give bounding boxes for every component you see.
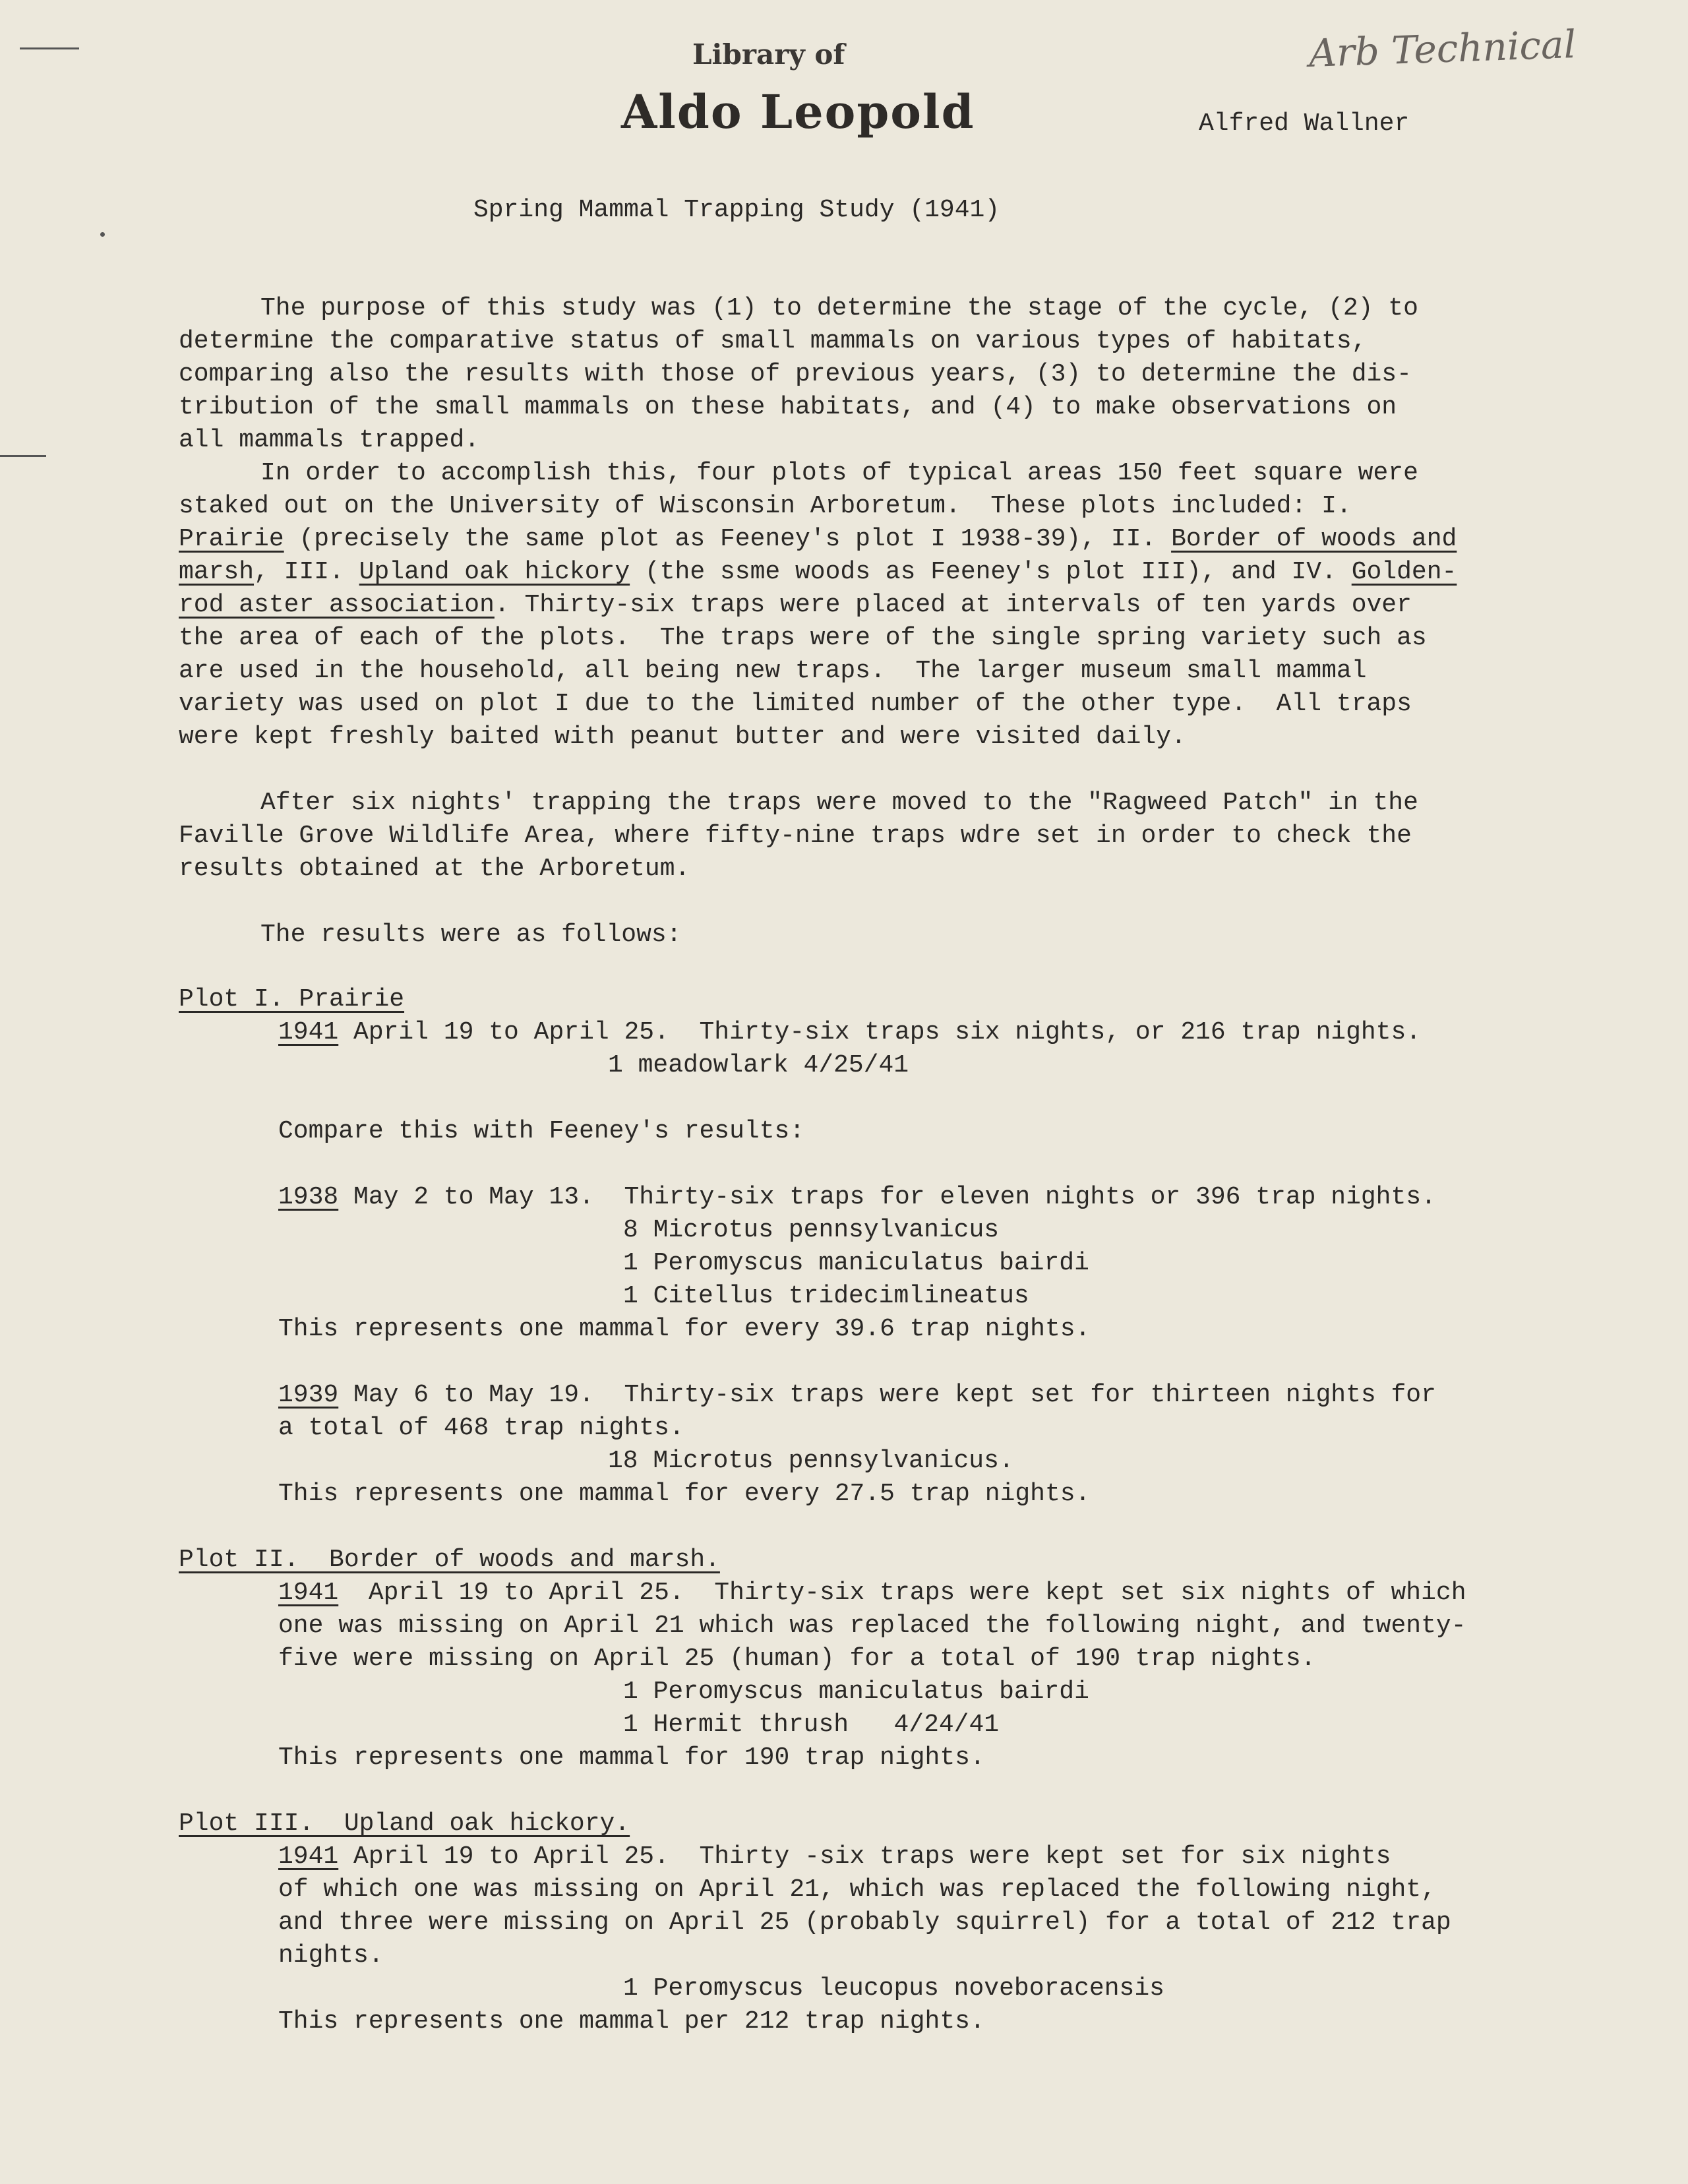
plot2-heading: Plot II. Border of woods and marsh. (179, 1546, 720, 1574)
body-text: May 6 to May 19. Thirty-six traps were kept set for thirteen nights for (338, 1381, 1436, 1409)
catch-line: 1 Peromyscus maniculatus bairdi (623, 1678, 1089, 1706)
body-line (179, 556, 1457, 589)
plot2-1941-line (278, 1577, 1466, 1610)
underlined-term: Prairie (179, 525, 284, 553)
library-stamp-name: Aldo Leopold (621, 84, 975, 139)
body-line: In order to accomplish this, four plots of typical areas 150 feet square were (260, 459, 1418, 487)
body-line: tribution of the small mammals on these habitats, and (4) to make observations on (179, 393, 1397, 421)
plot1-1938-line (278, 1181, 1436, 1214)
margin-dot (100, 232, 105, 237)
body-line: of which one was missing on April 21, which was replaced the following night, (278, 1875, 1436, 1904)
plot1-1939-line (278, 1379, 1436, 1412)
catch-line: 1 meadowlark 4/25/41 (608, 1051, 909, 1079)
body-line: one was missing on April 21 which was replaced the following night, and twenty- (278, 1612, 1466, 1640)
library-stamp-line1: Library of (692, 38, 845, 71)
body-text: (precisely the same plot as Feeney's plot I 1938-39), II. (284, 525, 1172, 553)
plot3-1941-line (278, 1840, 1391, 1873)
catch-line: 1 Peromyscus maniculatus bairdi (623, 1249, 1089, 1277)
body-text: April 19 to April 25. Thirty-six traps were kept set six nights of which (338, 1579, 1466, 1607)
catch-line: 1 Peromyscus leucopus noveboracensis (623, 1974, 1164, 2003)
plot3-heading: Plot III. Upland oak hickory. (179, 1809, 630, 1838)
underlined-term: marsh (179, 558, 255, 586)
summary-line: This represents one mammal for every 27.5 trap nights. (278, 1480, 1091, 1508)
body-text: May 2 to May 13. Thirty-six traps for eleven nights or 396 trap nights. (338, 1183, 1436, 1211)
plot1-heading: Plot I. Prairie (179, 985, 405, 1014)
catch-line: 8 Microtus pennsylvanicus (623, 1216, 1000, 1244)
body-line: results obtained at the Arboretum. (179, 855, 690, 883)
body-line: were kept freshly baited with peanut butter and were visited daily. (179, 723, 1186, 751)
body-line (179, 589, 1412, 622)
summary-line: This represents one mammal for every 39.6 trap nights. (278, 1315, 1091, 1343)
body-line: The purpose of this study was (1) to determine the stage of the cycle, (2) to (260, 294, 1418, 322)
plot1-1941-line (278, 1016, 1421, 1049)
underlined-term: Border of woods and (1171, 525, 1457, 553)
results-intro: The results were as follows: (260, 921, 682, 949)
body-line: Faville Grove Wildlife Area, where fifty-nine traps wdre set in order to check the (179, 822, 1412, 850)
body-line: comparing also the results with those of previous years, (3) to determine the dis- (179, 360, 1412, 388)
summary-line: This represents one mammal per 212 trap nights. (278, 2007, 985, 2036)
year-label: 1939 (278, 1381, 339, 1409)
body-text: . Thirty-six traps were placed at intervals of ten yards over (494, 591, 1412, 619)
year-label: 1941 (278, 1018, 339, 1046)
year-label: 1938 (278, 1183, 339, 1211)
body-line: a total of 468 trap nights. (278, 1414, 684, 1442)
body-line (179, 523, 1457, 556)
year-label: 1941 (278, 1842, 339, 1871)
underlined-term: rod aster association (179, 591, 495, 619)
body-line: the area of each of the plots. The traps were of the single spring variety such as (179, 624, 1427, 652)
summary-line: This represents one mammal for 190 trap nights. (278, 1744, 985, 1772)
underlined-term: Upland oak hickory (359, 558, 630, 586)
body-text: (the ssme woods as Feeney's plot III), and IV. (630, 558, 1352, 586)
catch-line: 1 Hermit thrush 4/24/41 (623, 1711, 1000, 1739)
body-line: variety was used on plot I due to the limited number of the other type. All traps (179, 690, 1412, 718)
year-label: 1941 (278, 1579, 339, 1607)
handwritten-note: Arb Technical (1308, 21, 1577, 76)
document-title: Spring Mammal Trapping Study (1941) (473, 196, 1000, 224)
body-text: April 19 to April 25. Thirty -six traps were kept set for six nights (338, 1842, 1391, 1871)
body-line: and three were missing on April 25 (probably squirrel) for a total of 212 trap (278, 1908, 1451, 1937)
body-line: determine the comparative status of small mammals on various types of habitats, (179, 327, 1367, 355)
body-text: , III. (254, 558, 359, 586)
body-line: nights. (278, 1941, 384, 1970)
underlined-term: Golden- (1351, 558, 1457, 586)
compare-line: Compare this with Feeney's results: (278, 1117, 805, 1145)
body-line: five were missing on April 25 (human) for a total of 190 trap nights. (278, 1645, 1316, 1673)
author-name: Alfred Wallner (1199, 109, 1410, 138)
body-line: all mammals trapped. (179, 426, 480, 454)
body-text: April 19 to April 25. Thirty-six traps six nights, or 216 trap nights. (338, 1018, 1422, 1046)
body-line: After six nights' trapping the traps were moved to the "Ragweed Patch" in the (260, 789, 1418, 817)
margin-mark (20, 47, 79, 49)
body-line: staked out on the University of Wisconsin Arboretum. These plots included: I. (179, 492, 1352, 520)
margin-mark (0, 455, 46, 457)
body-line: are used in the household, all being new traps. The larger museum small mammal (179, 657, 1367, 685)
catch-line: 18 Microtus pennsylvanicus. (608, 1447, 1014, 1475)
catch-line: 1 Citellus tridecimlineatus (623, 1282, 1029, 1310)
